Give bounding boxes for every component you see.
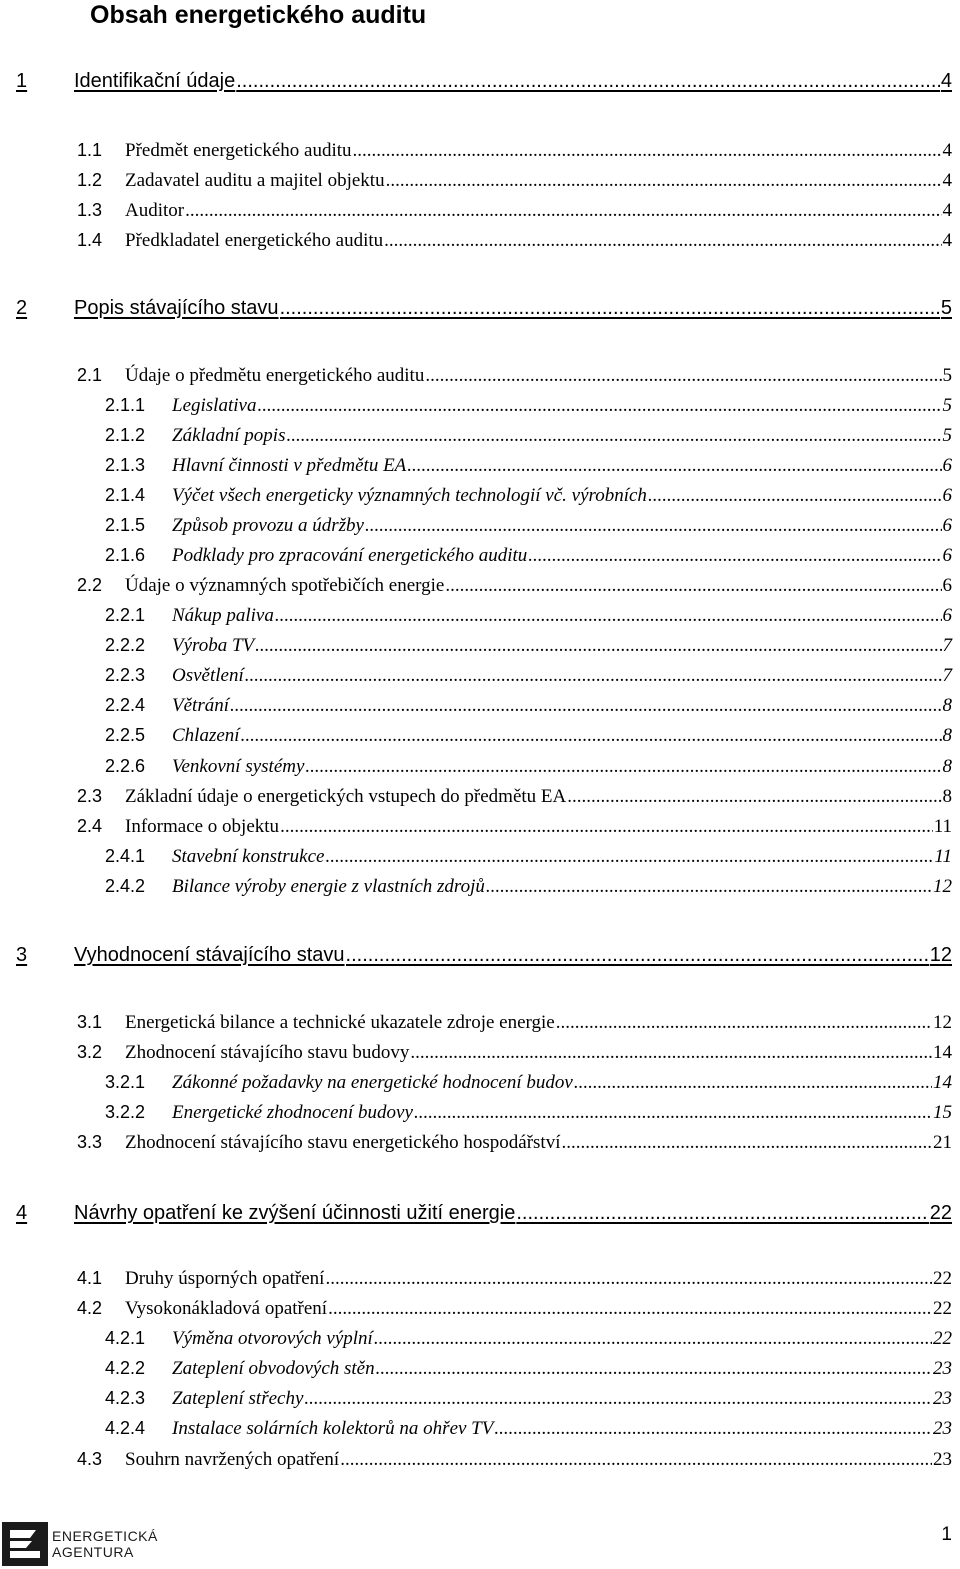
toc-entry-number: 4.2: [77, 1298, 103, 1318]
toc-dot-leader: [365, 515, 942, 537]
toc-entry-label: Legislativa: [172, 395, 257, 416]
toc-entry-label: Podklady pro zpracování energetického auditu: [172, 545, 528, 566]
toc-entry[interactable]: [77, 170, 952, 198]
toc-entry-label: Předmět energetického auditu: [125, 140, 352, 161]
toc-dot-leader: [230, 695, 942, 717]
toc-dot-leader: [561, 1132, 932, 1154]
logo-text-line2: AGENTURA: [52, 1544, 134, 1560]
toc-dot-leader: [425, 365, 941, 387]
toc-dot-leader: [494, 1418, 932, 1440]
toc-entry-page: 4: [942, 170, 952, 191]
toc-entry-page: 6: [942, 545, 952, 566]
toc-entry-label: Informace o objektu: [125, 816, 280, 837]
toc-dot-leader: [328, 1298, 932, 1320]
toc-entry-label: Údaje o významných spotřebičích energie: [125, 575, 445, 596]
toc-entry-page: 21: [933, 1132, 952, 1153]
toc-dot-leader: [305, 756, 941, 778]
toc-entry[interactable]: [16, 70, 952, 98]
toc-entry-number: 2.4.1: [105, 846, 146, 866]
toc-entry[interactable]: [105, 1072, 952, 1100]
toc-entry-label: Osvětlení: [172, 665, 244, 686]
toc-entry-number: 3.2: [77, 1042, 103, 1062]
toc-entry-label: Větrání: [172, 695, 229, 716]
toc-entry-label: Instalace solárních kolektorů na ohřev TV: [172, 1418, 494, 1439]
toc-entry-number: 4.3: [77, 1449, 103, 1469]
toc-dot-leader: [410, 1042, 932, 1064]
toc-entry-label: Způsob provozu a údržby: [172, 515, 364, 536]
toc-entry[interactable]: [77, 575, 952, 603]
toc-entry-page: 11: [934, 846, 952, 867]
toc-entry-page: 8: [942, 756, 952, 777]
toc-entry-page: 23: [933, 1449, 952, 1470]
toc-dot-leader: [280, 297, 940, 320]
toc-entry-number: 2.2.3: [105, 665, 146, 685]
toc-entry-number: 2.1.5: [105, 515, 146, 535]
toc-entry-number: 1: [16, 70, 28, 92]
toc-entry-number: 2.1.2: [105, 425, 146, 445]
toc-entry-page: 4: [942, 200, 952, 221]
toc-entry-page: 8: [942, 695, 952, 716]
toc-entry[interactable]: [77, 230, 952, 258]
toc-entry-number: 2.2.6: [105, 756, 146, 776]
toc-entry-page: 8: [942, 725, 952, 746]
toc-entry-page: 22: [933, 1328, 952, 1349]
toc-entry-label: Zákonné požadavky na energetické hodnocení budov: [172, 1072, 573, 1093]
toc-entry[interactable]: [77, 1449, 952, 1477]
toc-dot-leader: [185, 200, 941, 222]
toc-entry-page: 7: [942, 635, 952, 656]
toc-entry-number: 2.4: [77, 816, 103, 836]
toc-entry-page: 7: [942, 665, 952, 686]
toc-dot-leader: [275, 605, 942, 627]
toc-entry-number: 3.2.1: [105, 1072, 146, 1092]
toc-entry-label: Druhy úsporných opatření: [125, 1268, 325, 1289]
toc-entry-page: 14: [933, 1072, 952, 1093]
toc-entry[interactable]: [16, 944, 952, 972]
toc-entry-number: 2.1: [77, 365, 103, 385]
toc-dot-leader: [445, 575, 941, 597]
toc-entry-page: 4: [942, 140, 952, 161]
toc-dot-leader: [574, 1072, 932, 1094]
toc-entry-page: 5: [942, 365, 952, 386]
toc-entry[interactable]: [105, 1388, 952, 1416]
toc-entry-page: 6: [942, 515, 952, 536]
toc-entry-page: 22: [933, 1298, 952, 1319]
toc-entry-label: Identifikační údaje: [74, 70, 236, 92]
toc-entry-label: Hlavní činnosti v předmětu EA: [172, 455, 407, 476]
toc-entry[interactable]: [105, 635, 952, 663]
toc-entry-number: 4.2.1: [105, 1328, 146, 1348]
toc-dot-leader: [648, 485, 942, 507]
toc-entry[interactable]: [105, 455, 952, 483]
toc-entry-label: Výměna otvorových výplní: [172, 1328, 373, 1349]
toc-entry-page: 4: [942, 230, 952, 251]
agency-logo: [2, 1522, 162, 1566]
toc-entry-number: 3.3: [77, 1132, 103, 1152]
toc-entry-number: 4.2.4: [105, 1418, 146, 1438]
toc-entry[interactable]: [77, 140, 952, 168]
toc-entry-label: Návrhy opatření ke zvýšení účinnosti užití energie: [74, 1202, 516, 1224]
toc-entry-label: Energetické zhodnocení budovy: [172, 1102, 413, 1123]
toc-entry-label: Nákup paliva: [172, 605, 274, 626]
toc-dot-leader: [374, 1328, 932, 1350]
toc-entry[interactable]: [77, 1042, 952, 1070]
toc-entry[interactable]: [105, 545, 952, 573]
toc-entry-page: 8: [942, 786, 952, 807]
toc-entry[interactable]: [77, 1132, 952, 1160]
toc-entry-page: 6: [942, 455, 952, 476]
toc-entry[interactable]: [105, 695, 952, 723]
toc-dot-leader: [236, 70, 940, 93]
toc-entry-page: 6: [942, 575, 952, 596]
toc-entry-page: 5: [940, 297, 952, 319]
toc-dot-leader: [414, 1102, 932, 1124]
toc-entry-page: 5: [942, 425, 952, 446]
toc-entry-label: Bilance výroby energie z vlastních zdrojů: [172, 876, 485, 897]
toc-entry[interactable]: [77, 1268, 952, 1296]
toc-entry-number: 4.1: [77, 1268, 103, 1288]
toc-entry[interactable]: [105, 1418, 952, 1446]
toc-entry[interactable]: [105, 425, 952, 453]
toc-entry[interactable]: [77, 1298, 952, 1326]
toc-entry-number: 1.4: [77, 230, 103, 250]
agency-logo-icon: [2, 1522, 48, 1566]
toc-entry-page: 23: [933, 1358, 952, 1379]
toc-dot-leader: [257, 395, 941, 417]
toc-entry-label: Popis stávajícího stavu: [74, 297, 279, 319]
toc-entry-page: 23: [933, 1388, 952, 1409]
toc-entry-label: Souhrn navržených opatření: [125, 1449, 340, 1470]
toc-dot-leader: [407, 455, 941, 477]
toc-entry-number: 1.3: [77, 200, 103, 220]
toc-entry-page: 11: [933, 816, 952, 837]
toc-entry-number: 4.2.3: [105, 1388, 146, 1408]
toc-entry-label: Venkovní systémy: [172, 756, 305, 777]
toc-entry-page: 15: [933, 1102, 952, 1123]
toc-entry[interactable]: [77, 786, 952, 814]
toc-entry[interactable]: [16, 297, 952, 325]
toc-dot-leader: [384, 230, 941, 252]
toc-dot-leader: [304, 1388, 932, 1410]
toc-entry-label: Zadavatel auditu a majitel objektu: [125, 170, 385, 191]
toc-entry[interactable]: [105, 395, 952, 423]
toc-dot-leader: [245, 665, 942, 687]
toc-entry-number: 2.3: [77, 786, 103, 806]
toc-entry-label: Vysokonákladová opatření: [125, 1298, 328, 1319]
page-title: Obsah energetického auditu: [90, 1, 427, 29]
toc-entry[interactable]: [105, 515, 952, 543]
toc-entry-label: Předkladatel energetického auditu: [125, 230, 384, 251]
toc-entry-number: 2: [16, 297, 28, 319]
toc-entry[interactable]: [105, 1358, 952, 1386]
toc-entry-label: Výčet všech energeticky významných technologií vč. výrobních: [172, 485, 647, 506]
toc-entry-number: 2.2.1: [105, 605, 146, 625]
toc-entry[interactable]: [77, 200, 952, 228]
toc-entry-page: 6: [942, 605, 952, 626]
toc-entry[interactable]: [77, 816, 952, 844]
toc-entry-label: Základní údaje o energetických vstupech do předmětu EA: [125, 786, 567, 807]
toc-dot-leader: [486, 876, 932, 898]
toc-entry-label: Stavební konstrukce: [172, 846, 325, 867]
toc-entry-number: 2.2.2: [105, 635, 146, 655]
toc-dot-leader: [386, 170, 942, 192]
toc-entry-number: 2.2.5: [105, 725, 146, 745]
toc-entry-label: Energetická bilance a technické ukazatele zdroje energie: [125, 1012, 555, 1033]
toc-entry-page: 12: [933, 1012, 952, 1033]
toc-dot-leader: [286, 425, 941, 447]
toc-dot-leader: [280, 816, 933, 838]
toc-entry-label: Zhodnocení stávajícího stavu energetického hospodářství: [125, 1132, 561, 1153]
toc-dot-leader: [241, 725, 942, 747]
toc-entry[interactable]: [105, 756, 952, 784]
page-number: 1: [941, 1524, 952, 1545]
toc-entry-number: 3: [16, 944, 28, 966]
toc-entry-page: 12: [929, 944, 952, 966]
toc-entry[interactable]: [105, 876, 952, 904]
toc-entry-label: Vyhodnocení stávajícího stavu: [74, 944, 345, 966]
toc-entry-page: 4: [940, 70, 952, 92]
toc-entry-number: 2.1.3: [105, 455, 146, 475]
toc-dot-leader: [346, 944, 929, 967]
toc-dot-leader: [255, 635, 941, 657]
toc-entry[interactable]: [105, 485, 952, 513]
toc-entry-page: 12: [933, 876, 952, 897]
toc-entry-page: 14: [933, 1042, 952, 1063]
toc-entry-page: 22: [933, 1268, 952, 1289]
toc-entry-page: 6: [942, 485, 952, 506]
toc-entry-number: 3.2.2: [105, 1102, 146, 1122]
toc-entry-label: Auditor: [125, 200, 185, 221]
toc-entry-number: 2.1.6: [105, 545, 146, 565]
toc-dot-leader: [516, 1202, 928, 1225]
toc-entry-label: Zhodnocení stávajícího stavu budovy: [125, 1042, 410, 1063]
toc-entry-label: Zateplení obvodových stěn: [172, 1358, 375, 1379]
toc-dot-leader: [340, 1449, 932, 1471]
toc-dot-leader: [325, 1268, 932, 1290]
toc-entry-number: 2.2.4: [105, 695, 146, 715]
toc-entry[interactable]: [77, 365, 952, 393]
logo-text-line1: ENERGETICKÁ: [52, 1528, 158, 1544]
toc-entry[interactable]: [16, 1202, 952, 1230]
toc-entry[interactable]: [105, 846, 952, 874]
toc-entry-number: 4: [16, 1202, 28, 1224]
toc-dot-leader: [353, 140, 942, 162]
toc-entry-page: 5: [942, 395, 952, 416]
toc-entry-label: Základní popis: [172, 425, 286, 446]
toc-entry-number: 3.1: [77, 1012, 103, 1032]
toc-dot-leader: [376, 1358, 932, 1380]
toc-entry[interactable]: [105, 1102, 952, 1130]
toc-dot-leader: [567, 786, 941, 808]
toc-entry-number: 4.2.2: [105, 1358, 146, 1378]
toc-entry[interactable]: [105, 605, 952, 633]
toc-dot-leader: [528, 545, 941, 567]
toc-entry-number: 2.4.2: [105, 876, 146, 896]
toc-entry[interactable]: [105, 1328, 952, 1356]
toc-entry-label: Údaje o předmětu energetického auditu: [125, 365, 425, 386]
toc-entry-number: 1.2: [77, 170, 103, 190]
toc-dot-leader: [556, 1012, 932, 1034]
toc-entry-label: Chlazení: [172, 725, 240, 746]
toc-entry-number: 1.1: [77, 140, 103, 160]
toc-entry-label: Zateplení střechy: [172, 1388, 304, 1409]
toc-entry[interactable]: [105, 725, 952, 753]
toc-entry[interactable]: [105, 665, 952, 693]
toc-entry-label: Výroba TV: [172, 635, 255, 656]
toc-entry-number: 2.1.4: [105, 485, 146, 505]
toc-dot-leader: [325, 846, 933, 868]
toc-entry-number: 2.1.1: [105, 395, 146, 415]
toc-entry-page: 22: [929, 1202, 952, 1224]
toc-entry-page: 23: [933, 1418, 952, 1439]
toc-entry[interactable]: [77, 1012, 952, 1040]
toc-entry-number: 2.2: [77, 575, 103, 595]
